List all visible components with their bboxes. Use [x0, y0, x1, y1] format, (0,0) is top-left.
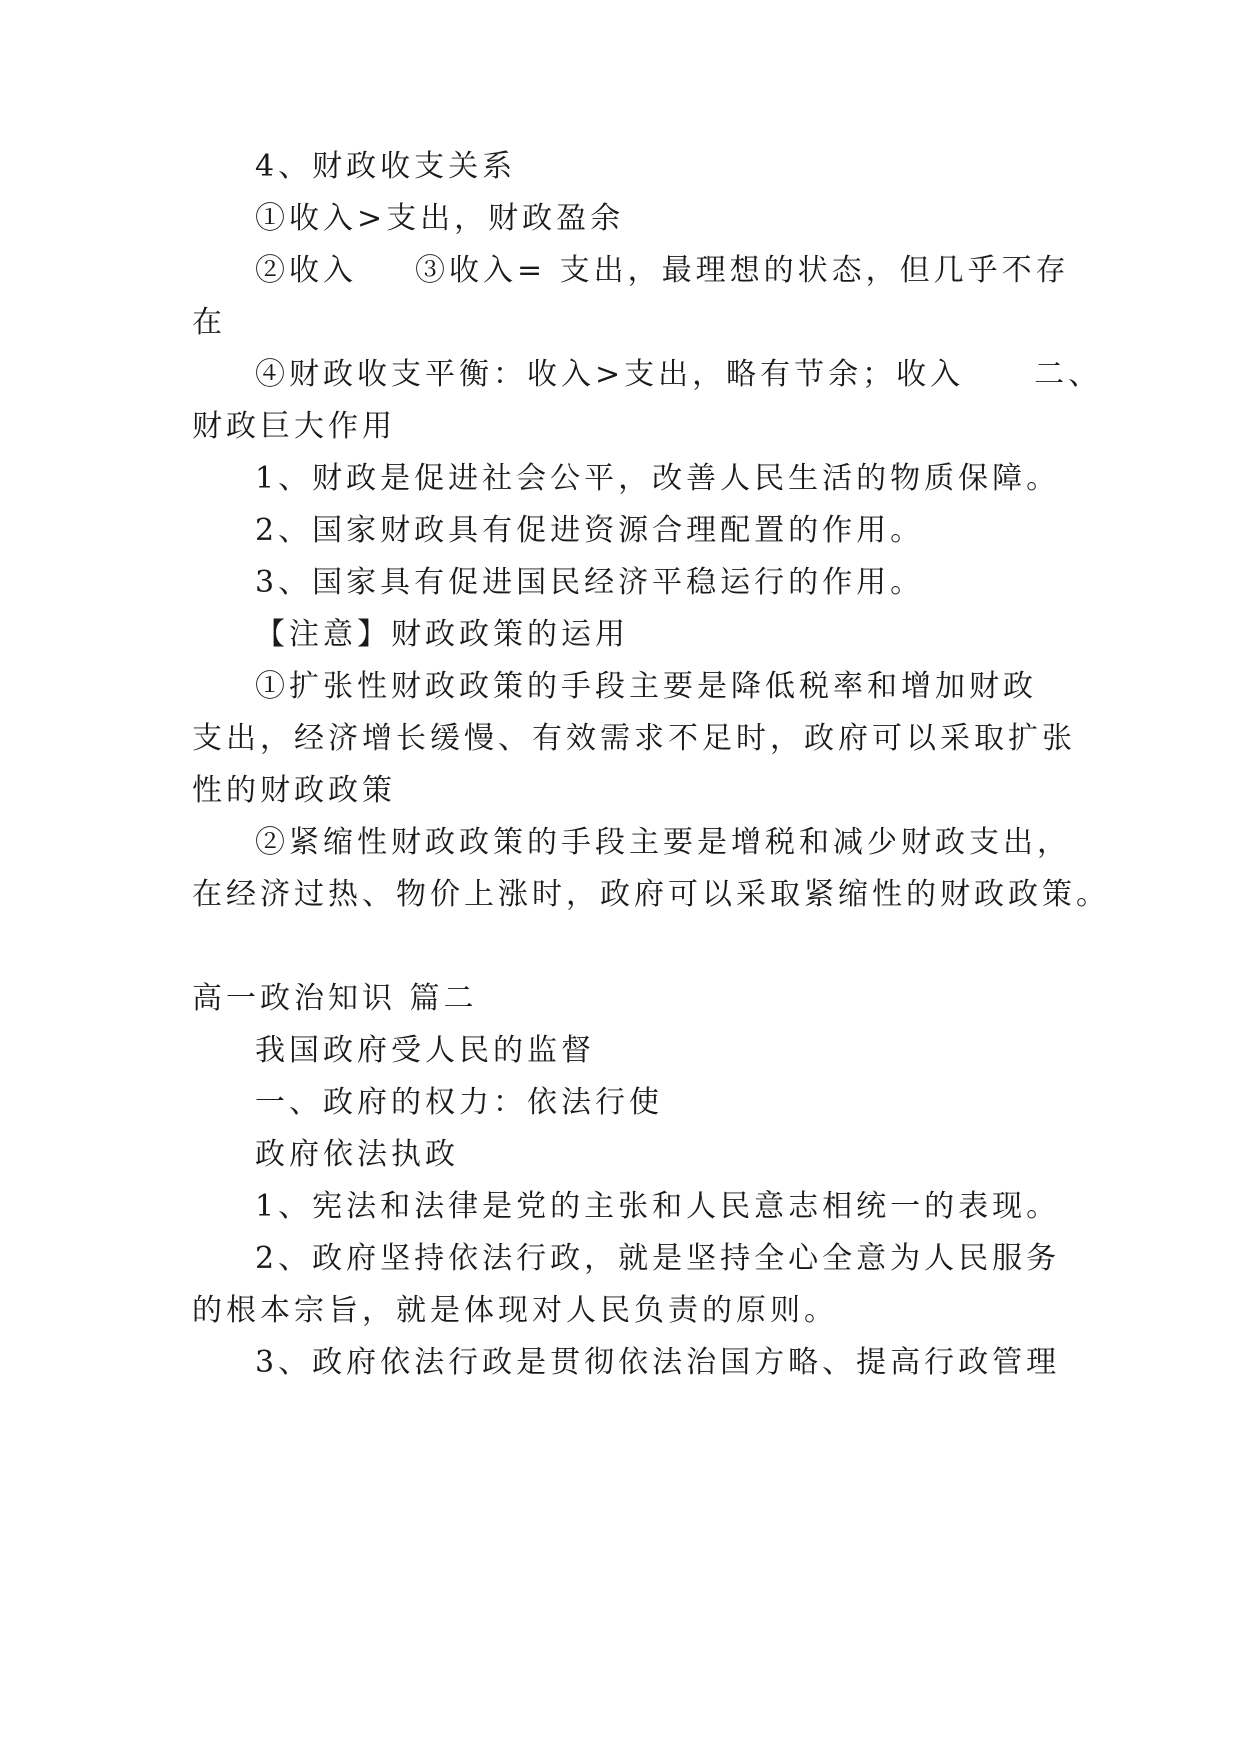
paragraph-line: 3、政府依法行政是贯彻依法治国方略、提高行政管理: [255, 1345, 1061, 1380]
paragraph-line: ①收入>支出，财政盈余: [255, 201, 625, 236]
text-fragment: 二、: [1034, 357, 1103, 392]
paragraph-line: 2、政府坚持依法行政，就是坚持全心全意为人民服务: [255, 1241, 1061, 1276]
paragraph-line: 财政巨大作用: [192, 409, 396, 444]
paragraph-line: 的根本宗旨，就是体现对人民负责的原则。: [192, 1293, 838, 1328]
paragraph-line: 【注意】财政政策的运用: [255, 617, 629, 652]
text-fragment: ②收入: [255, 253, 357, 288]
paragraph-line: 在: [192, 305, 226, 340]
paragraph-line: [255, 355, 1102, 395]
paragraph-line: 1、财政是促进社会公平，改善人民生活的物质保障。: [255, 461, 1061, 496]
paragraph-line: 政府依法执政: [255, 1137, 459, 1172]
paragraph-line: ②紧缩性财政政策的手段主要是增税和减少财政支出，: [255, 825, 1071, 860]
paragraph-line: ①扩张性财政政策的手段主要是降低税率和增加财政: [255, 669, 1037, 704]
paragraph-line: 在经济过热、物价上涨时，政府可以采取紧缩性的财政政策。: [192, 877, 1110, 912]
paragraph-line: 支出，经济增长缓慢、有效需求不足时，政府可以采取扩张: [192, 721, 1076, 756]
text-fragment: ④财政收支平衡：收入>支出，略有节余；收入: [255, 357, 965, 392]
text-fragment: ③收入= 支出，最理想的状态，但几乎不存: [415, 253, 1070, 288]
paragraph-line: 一、政府的权力：依法行使: [255, 1085, 663, 1120]
paragraph-line: 4、财政收支关系: [255, 149, 517, 184]
paragraph-line: 2、国家财政具有促进资源合理配置的作用。: [255, 513, 925, 548]
section-heading: 高一政治知识 篇二: [192, 981, 478, 1016]
paragraph-line: 3、国家具有促进国民经济平稳运行的作用。: [255, 565, 925, 600]
paragraph-line: [255, 251, 1070, 291]
paragraph-line: 性的财政政策: [192, 773, 396, 808]
paragraph-line: 我国政府受人民的监督: [255, 1033, 595, 1068]
paragraph-line: 1、宪法和法律是党的主张和人民意志相统一的表现。: [255, 1189, 1061, 1224]
